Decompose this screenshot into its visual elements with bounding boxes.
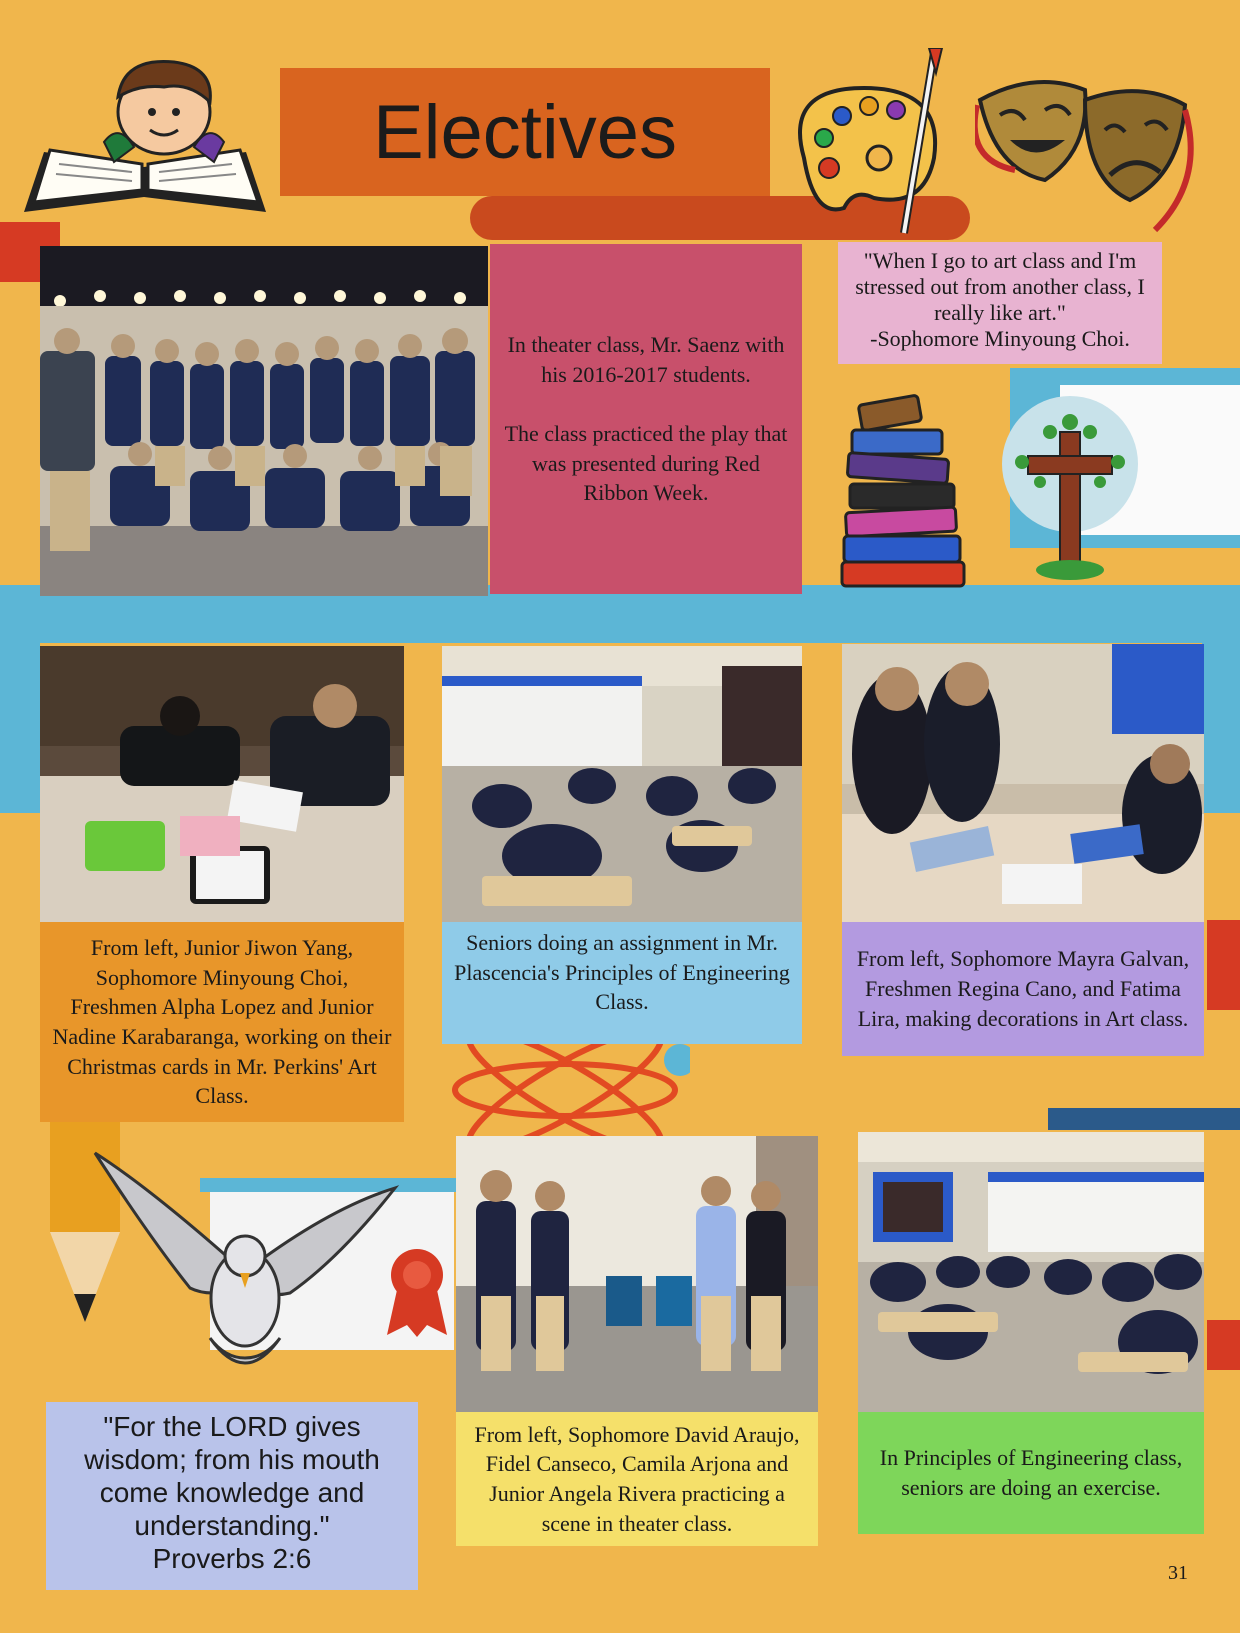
atom-icon xyxy=(440,1040,690,1140)
background-red-right-lower xyxy=(1207,1320,1240,1370)
cross-tree-icon xyxy=(1000,392,1140,582)
book-stack-icon xyxy=(840,390,980,590)
art-class-caption-2: From left, Sophomore Mayra Galvan, Freshmen Regina Cano, and Fatima Lira, making decorations in Art class. xyxy=(842,922,1204,1056)
theater-group-caption: In theater class, Mr. Saenz with his 2016-2017 students. The class practiced the play that was presented during Red Ribbon Week. xyxy=(490,244,802,594)
art-class-photo-1 xyxy=(40,646,404,922)
engineering-class-caption-2: In Principles of Engineering class, seniors are doing an exercise. xyxy=(858,1412,1204,1534)
theater-scene-caption: From left, Sophomore David Araujo, Fidel Canseco, Camila Arjona and Junior Angela Rivera practicing a scene in theater class. xyxy=(456,1412,818,1546)
paint-palette-icon xyxy=(784,48,964,238)
theater-scene-photo xyxy=(456,1136,818,1412)
page-title-banner xyxy=(280,68,770,196)
art-class-quote: "When I go to art class and I'm stressed out from another class, I really like art." -Sophomore Minyoung Choi. xyxy=(838,242,1162,364)
art-class-photo-2 xyxy=(842,644,1204,922)
theater-class-group-photo xyxy=(40,246,488,596)
reading-child-book-icon xyxy=(14,52,276,222)
engineering-class-photo-1 xyxy=(442,646,802,922)
page-title: Electives xyxy=(372,89,678,175)
engineering-class-caption-1: Seniors doing an assignment in Mr. Plascencia's Principles of Engineering Class. xyxy=(442,922,802,1044)
award-ribbon-icon xyxy=(382,1245,452,1340)
dove-icon xyxy=(90,1148,400,1388)
background-blue-mid-right xyxy=(1202,643,1240,813)
engineering-class-photo-2 xyxy=(858,1132,1204,1412)
theater-masks-icon xyxy=(975,60,1205,240)
page-number: 31 xyxy=(1168,1562,1188,1584)
art-class-caption-1: From left, Junior Jiwon Yang, Sophomore Minyoung Choi, Freshmen Alpha Lopez and Junior Nadine Karabaranga, working on their Christmas cards in Mr. Perkins' Art Class. xyxy=(40,922,404,1122)
bible-verse-quote: "For the LORD gives wisdom; from his mouth come knowledge and understanding." Proverbs 2:6 xyxy=(46,1402,418,1590)
background-blue-mid-left xyxy=(0,643,40,813)
background-red-right-stripe xyxy=(1207,920,1240,1010)
background-dark-blue-right xyxy=(1048,1108,1240,1130)
